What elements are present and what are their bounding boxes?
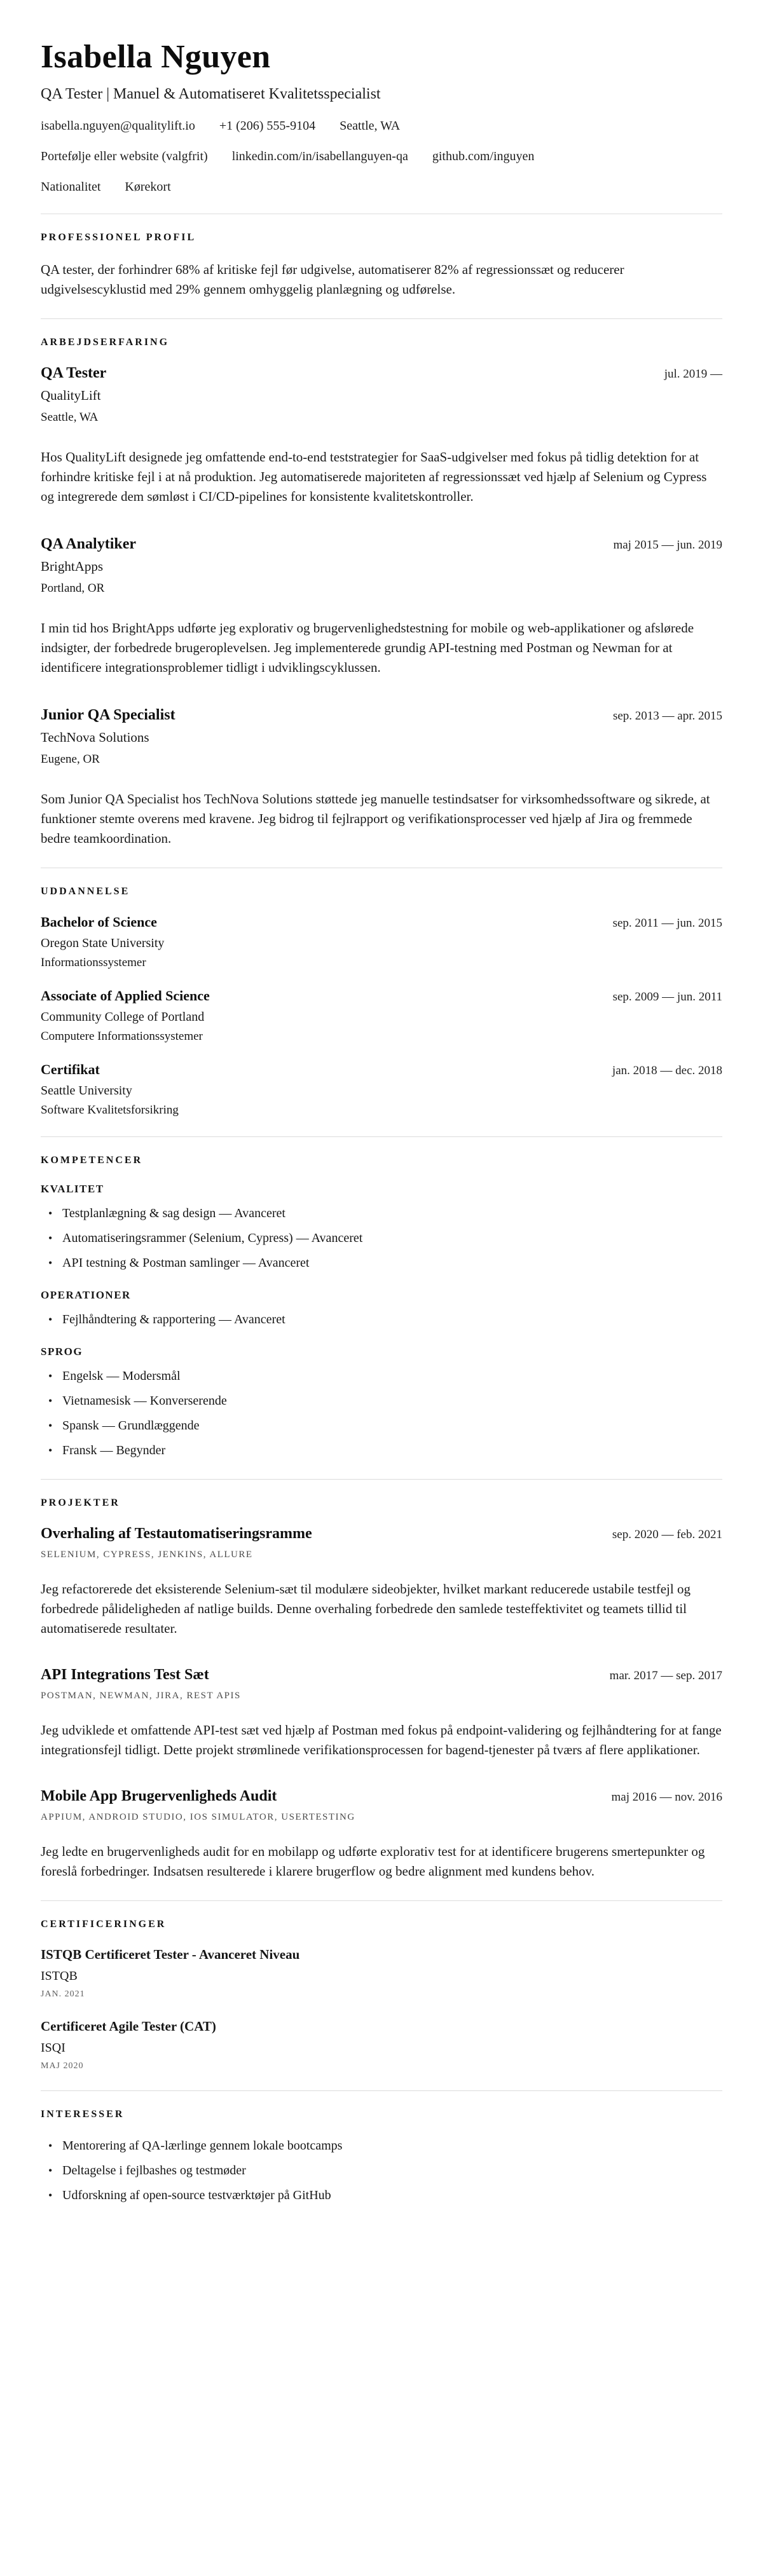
field-of-study: Software Kvalitetsforsikring: [41, 1103, 179, 1117]
project-description: Jeg ledte en brugervenligheds audit for en mobilapp og udførte explorativ test for at identificere brugerens smertepunkter og foreslå forbedringer. Indsatsen resulterede i klarere brugerflow og bedre alignment med kundens behov.: [41, 1844, 705, 1879]
language-item: • Vietnamesisk — Konverserende: [62, 1392, 722, 1410]
section-certifications: [41, 1900, 722, 2071]
certification-entry: [41, 1947, 722, 2000]
project-tags: POSTMAN, NEWMAN, JIRA, REST APIS: [41, 1691, 241, 1701]
certification-name: Certificeret Agile Tester (CAT): [41, 2019, 216, 2034]
section-experience: [41, 318, 722, 848]
certifications-heading: CERTIFICERINGER: [41, 1919, 167, 1930]
project-entry-head: [41, 1788, 722, 1805]
project-tags: APPIUM, ANDROID STUDIO, IOS SIMULATOR, USERTESTING: [41, 1812, 355, 1822]
project-description: Jeg refactorerede det eksisterende Selenium-sæt til modulære sideobjekter, hvilket markant reducerede ustabile testfejl og forbedrede pålideligheden af natlige builds. Denne overhaling forbedrede den samlede testeffektivitet og teamets tillid til automatiserede resultater.: [41, 1581, 691, 1636]
interest-item: • Deltagelse i fejlbashes og testmøder: [62, 2162, 722, 2180]
job-company: BrightApps: [41, 559, 104, 574]
skill-item: • Testplanlægning & sag design — Avanceret: [62, 1204, 722, 1223]
job-dates: sep. 2013 — apr. 2015: [612, 709, 722, 723]
project-title: Overhaling af Testautomatiseringsramme: [41, 1525, 312, 1542]
job-company: TechNova Solutions: [41, 730, 149, 745]
project-title: API Integrations Test Sæt: [41, 1666, 209, 1683]
certification-issuer: ISQI: [41, 2041, 65, 2055]
language-item: • Engelsk — Modersmål: [62, 1367, 722, 1386]
job-company: QualityLift: [41, 388, 101, 403]
project-dates: sep. 2020 — feb. 2021: [612, 1528, 722, 1541]
certification-name: ISTQB Certificeret Tester - Avanceret Niveau: [41, 1947, 300, 1962]
school-name: Oregon State University: [41, 936, 165, 950]
job-location: Portland, OR: [41, 582, 105, 595]
job-dates: maj 2015 — jun. 2019: [613, 538, 722, 552]
education-entry-head: [41, 988, 722, 1004]
projects-heading: PROJEKTER: [41, 1497, 120, 1508]
school-name: Community College of Portland: [41, 1010, 205, 1024]
job-description: Hos QualityLift designede jeg omfattende end-to-end teststrategier for SaaS-udgivelser med fokus på tidlig detektion for at forhindre kritiske fejl i at nå produktion. Jeg automatiserede majoriteten af regressionssæt ved hjælp af Selenium og Cypress og integrerede dem sømløst i CI/CD-pipelines for konsistente kvalitetskontroller.: [41, 449, 707, 504]
skill-group-quality: [41, 1183, 722, 1272]
school-name: Seattle University: [41, 1084, 132, 1098]
interests-heading: INTERESSER: [41, 2109, 125, 2120]
job-description: I min tid hos BrightApps udførte jeg explorativ og brugervenlighedstestning for mobile og web-applikationer og afslørede indsigter, der forbedrede brugeroplevelsen. Jeg implementerede grundig API-testning med Postman og Newman for at identificere integrationsproblemer tidligt i udviklingscyklussen.: [41, 620, 694, 675]
project-entry-head: [41, 1666, 722, 1684]
section-interests: [41, 2090, 722, 2205]
project-entry: [41, 1525, 722, 1639]
linkedin-text: linkedin.com/in/isabellanguyen-qa: [231, 149, 408, 163]
project-description: Jeg udviklede et omfattende API-test sæt ved hjælp af Postman med fokus på endpoint-validering og fejlhåndtering for at fange integrationsfejl tidligt. Dette projekt strømlinede verifikationsprocessen for bagend-tjenester på tværs af flere applikationer.: [41, 1722, 722, 1757]
education-dates: sep. 2011 — jun. 2015: [612, 917, 722, 930]
certification-date: MAJ 2020: [41, 2061, 84, 2071]
project-entry: [41, 1788, 722, 1881]
skill-item: • Automatiseringsrammer (Selenium, Cypress) — Avanceret: [62, 1229, 722, 1248]
skill-item: • API testning & Postman samlinger — Avanceret: [62, 1254, 722, 1272]
skill-group-operations: [41, 1289, 722, 1329]
candidate-headline: QA Tester | Manuel & Automatiseret Kvalitetsspecialist: [41, 86, 381, 102]
experience-heading: ARBEJDSERFARING: [41, 337, 170, 348]
contact-row-misc: [41, 180, 722, 194]
experience-entry: [41, 365, 722, 507]
drivers-license-text: Kørekort: [125, 180, 171, 194]
phone-text: +1 (206) 555-9104: [219, 119, 316, 133]
education-entry: [41, 914, 722, 970]
experience-entry-head: [41, 365, 722, 382]
job-title: QA Tester: [41, 365, 107, 381]
skill-item: • Fejlhåndtering & rapportering — Avanceret: [62, 1311, 722, 1329]
website-placeholder-text: Portefølje eller website (valgfrit): [41, 149, 208, 163]
project-dates: maj 2016 — nov. 2016: [611, 1790, 722, 1804]
section-skills: [41, 1136, 722, 1460]
section-education: [41, 868, 722, 1117]
degree-title: Associate of Applied Science: [41, 988, 210, 1004]
email-text: isabella.nguyen@qualitylift.io: [41, 119, 195, 133]
job-title: Junior QA Specialist: [41, 707, 175, 723]
job-description: Som Junior QA Specialist hos TechNova Solutions støttede jeg manuelle testindsatser for virksomhedssoftware og sikrede, at funktioner stemte overens med kravene. Jeg bidrog til fejlrapport og verifikationsprocesser ved hjælp af Jira og fremmede bedre teamkoordination.: [41, 791, 710, 846]
education-heading: UDDANNELSE: [41, 886, 130, 897]
section-profile: [41, 214, 722, 299]
field-of-study: Computere Informationssystemer: [41, 1030, 203, 1043]
job-dates: jul. 2019 —: [664, 367, 722, 381]
certification-date: JAN. 2021: [41, 1989, 85, 1999]
skill-group-name: SPROG: [41, 1346, 83, 1358]
project-dates: mar. 2017 — sep. 2017: [609, 1669, 722, 1682]
experience-entry: [41, 707, 722, 848]
skill-list: [41, 1204, 722, 1272]
profile-text: QA tester, der forhindrer 68% af kritiske fejl før udgivelse, automatiserer 82% af regressionssæt og reducerer udgivelsescyklustid med 29% gennem omhyggelig planlægning og udførelse.: [41, 262, 624, 297]
profile-heading: PROFESSIONEL PROFIL: [41, 232, 196, 243]
job-title: QA Analytiker: [41, 536, 137, 552]
education-entry-head: [41, 1061, 722, 1078]
education-entry: [41, 1061, 722, 1117]
degree-title: Bachelor of Science: [41, 914, 157, 930]
education-dates: sep. 2009 — jun. 2011: [612, 990, 722, 1004]
job-location: Seattle, WA: [41, 411, 99, 424]
experience-entry-head: [41, 536, 722, 553]
job-location: Eugene, OR: [41, 753, 100, 766]
education-entry-head: [41, 914, 722, 930]
skill-group-name: OPERATIONER: [41, 1289, 131, 1301]
interest-item: • Udforskning af open-source testværktøjer på GitHub: [62, 2186, 722, 2205]
project-entry: [41, 1666, 722, 1760]
location-text: Seattle, WA: [340, 119, 401, 133]
candidate-name: Isabella Nguyen: [41, 39, 271, 75]
language-item: • Fransk — Begynder: [62, 1441, 722, 1460]
skill-group-languages: [41, 1346, 722, 1460]
experience-entry-head: [41, 707, 722, 724]
nationality-text: Nationalitet: [41, 180, 101, 194]
interest-item: • Mentorering af QA-lærlinge gennem lokale bootcamps: [62, 2137, 722, 2155]
resume-header: [41, 38, 722, 194]
language-item: • Spansk — Grundlæggende: [62, 1417, 722, 1435]
skill-group-name: KVALITET: [41, 1183, 104, 1195]
section-projects: [41, 1479, 722, 1881]
education-dates: jan. 2018 — dec. 2018: [612, 1064, 722, 1077]
contact-row-primary: [41, 119, 722, 133]
degree-title: Certifikat: [41, 1061, 100, 1077]
field-of-study: Informationssystemer: [41, 956, 146, 969]
project-entry-head: [41, 1525, 722, 1543]
education-entry: [41, 988, 722, 1044]
skills-heading: KOMPETENCER: [41, 1155, 143, 1166]
github-text: github.com/inguyen: [432, 149, 535, 163]
experience-entry: [41, 536, 722, 678]
skill-list: [41, 1311, 722, 1329]
contact-row-links: [41, 149, 722, 164]
project-tags: SELENIUM, CYPRESS, JENKINS, ALLURE: [41, 1550, 253, 1560]
certification-issuer: ISTQB: [41, 1969, 78, 1983]
language-list: [41, 1367, 722, 1460]
interest-list: [41, 2137, 722, 2205]
project-title: Mobile App Brugervenligheds Audit: [41, 1788, 277, 1804]
certification-entry: [41, 2019, 722, 2071]
